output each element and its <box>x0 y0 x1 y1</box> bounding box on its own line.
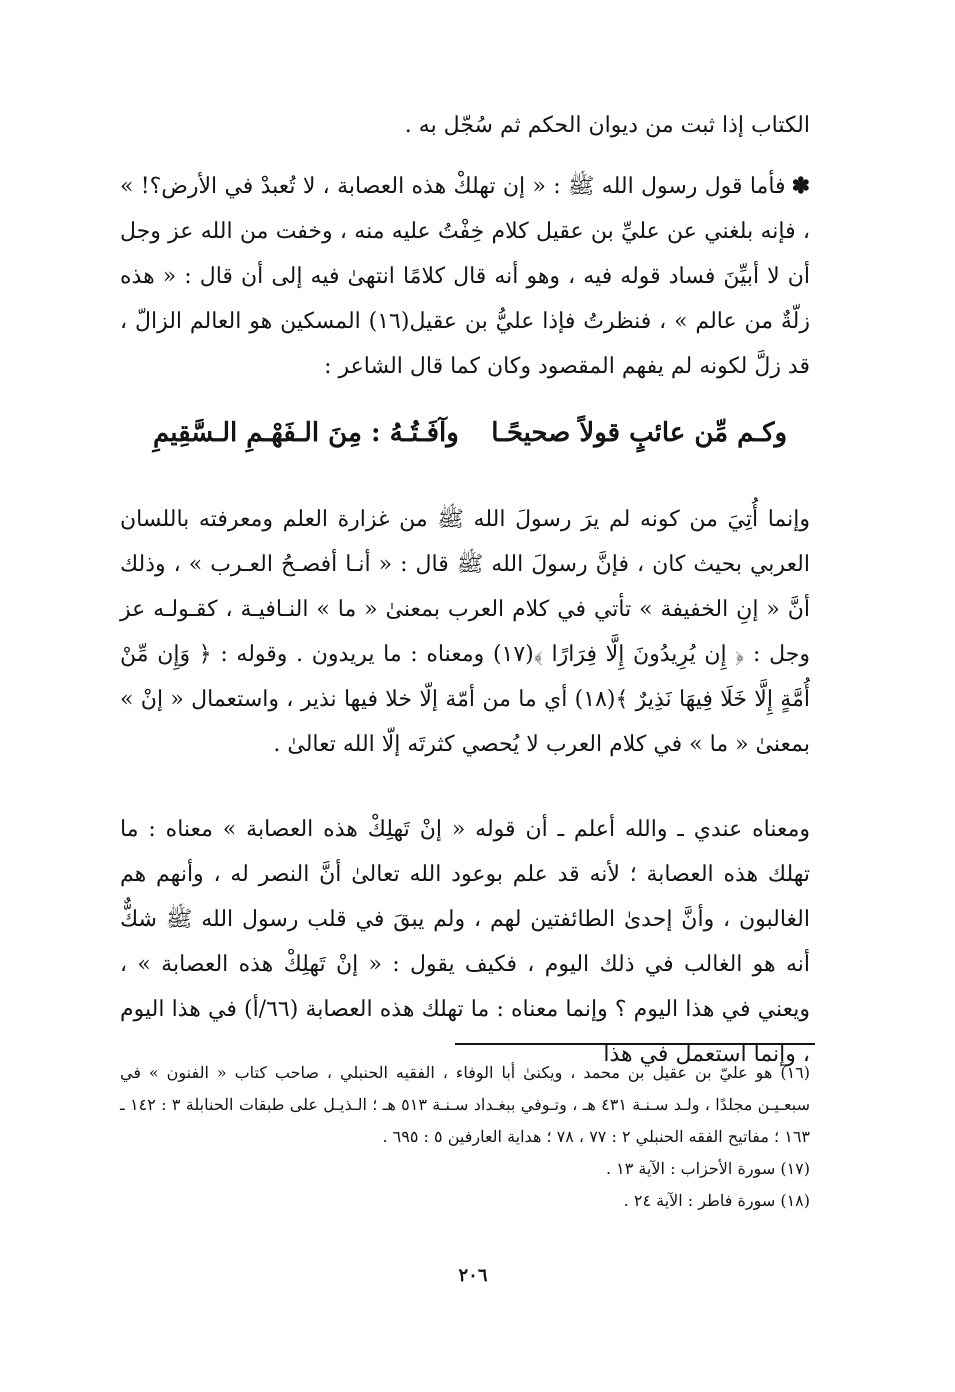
body-paragraph-3: ومعناه عندي ـ والله أعلم ـ أن قوله « إنْ تَهلِكْ هذه العصابة » معناه : ما تهلك هذه العصابة ؛ لأنه قد علم بوعود الله تعالىٰ أنَّ النصر له ، وأنهم هم الغالبون ، وأنَّ إحدىٰ الطائفتين لهم ، ولم يبقَ في قلب رسول الله ﷺ شكٌّ أنه هو الغالب في ذلك اليوم ، فكيف يقول : « إنْ تَهلِكْ هذه العصابة » ، ويعني في هذا اليوم ؟ وإنما معناه : ما تهلك هذه العصابة (٦٦/أ) في هذا اليوم ، وإنما استعمل في هذا <box>120 817 810 1067</box>
footnote-divider <box>455 1043 815 1045</box>
footnote-18: (١٨) سورة فاطر : الآية ٢٤ . <box>623 1191 810 1210</box>
section-text: فأما قول رسول الله ﷺ : « إن تهلكْ هذه العصابة ، لا تُعبدْ في الأرض؟! » ، فإنه بلغني عن عليِّ بن عقيل كلام خِفْتُ عليه منه ، وخفت من الله عز وجل أن لا أبيِّنَ فساد قوله فيه ، وهو أنه قال كلامًا انتهىٰ فيه إلى أن قال : « هذه زلّةٌ من عالم » ، فنظرتُ فإذا عليُّ بن عقيل(١٦) المسكين هو العالم الزالّ ، قد زلَّ لكونه لم يفهم المقصود وكان كما قال الشاعر : <box>120 174 810 379</box>
verse-first-hemistich: وكـم مِّن عائبٍ قولاً صحيحًـا <box>491 418 787 448</box>
intro-line: الكتاب إذا ثبت من ديوان الحكم ثم سُجّل به . <box>404 113 810 138</box>
footnote-16: (١٦) هو عليّ بن عقيل بن محمد ، ويكنىٰ أبا الوفاء ، الفقيه الحنبلي ، صاحب كتاب « الفنون » في سبعـيـن مجلدًا ، ولـد سـنـة ٤٣١ هـ ، وتـوفي ببغـداد سـنـة ٥١٣ هـ ؛ الـذيـل على طبقات الحنابلة ٣ : ١٤٢ ـ ١٦٣ ؛ مفاتيح الفقه الحنبلي ٢ : ٧٧ ، ٧٨ ؛ هداية العارفين ٥ : ٦٩٥ . <box>120 1063 811 1146</box>
bullet-icon: ✽ <box>791 173 810 199</box>
footnote-17: (١٧) سورة الأحزاب : الآية ١٣ . <box>605 1159 810 1178</box>
body-paragraph-2: وإنما أُتِيَ من كونه لم يرَ رسولَ الله ﷺ من غزارة العلم ومعرفته باللسان العربي بحيث كان ، فإنَّ رسولَ الله ﷺ قال : « أنـا أفصـحُ العـرب » ، وذلك أنَّ « إنِ الخفيفة » تأتي في كلام العرب بمعنىٰ « ما » النـافيـة ، كقـولـه عز وجل : ﴿ إِن يُرِيدُونَ إِلَّا فِرَارًا ﴾(١٧) ومعناه : ما يريدون . وقوله : ﴿ وَإِن مِّنْ أُمَّةٍ إِلَّا خَلَا فِيهَا نَذِيرٌ ﴾(١٨) أي ما من أمّة إلّا خلا فيها نذير ، واستعمال « إنْ » بمعنىٰ « ما » في كلام العرب لا يُحصي كثرتَه إلّا الله تعالىٰ . <box>120 507 810 757</box>
verse-second-hemistich: وآفَـتُـهُ : مِنَ الـفَهْـمِ الـسَّقِيمِ <box>153 418 459 448</box>
poetry-verse <box>123 418 807 468</box>
section-paragraph <box>120 164 810 389</box>
footnotes <box>120 1057 810 1217</box>
page-number: ٢٠٦ <box>458 1265 488 1286</box>
